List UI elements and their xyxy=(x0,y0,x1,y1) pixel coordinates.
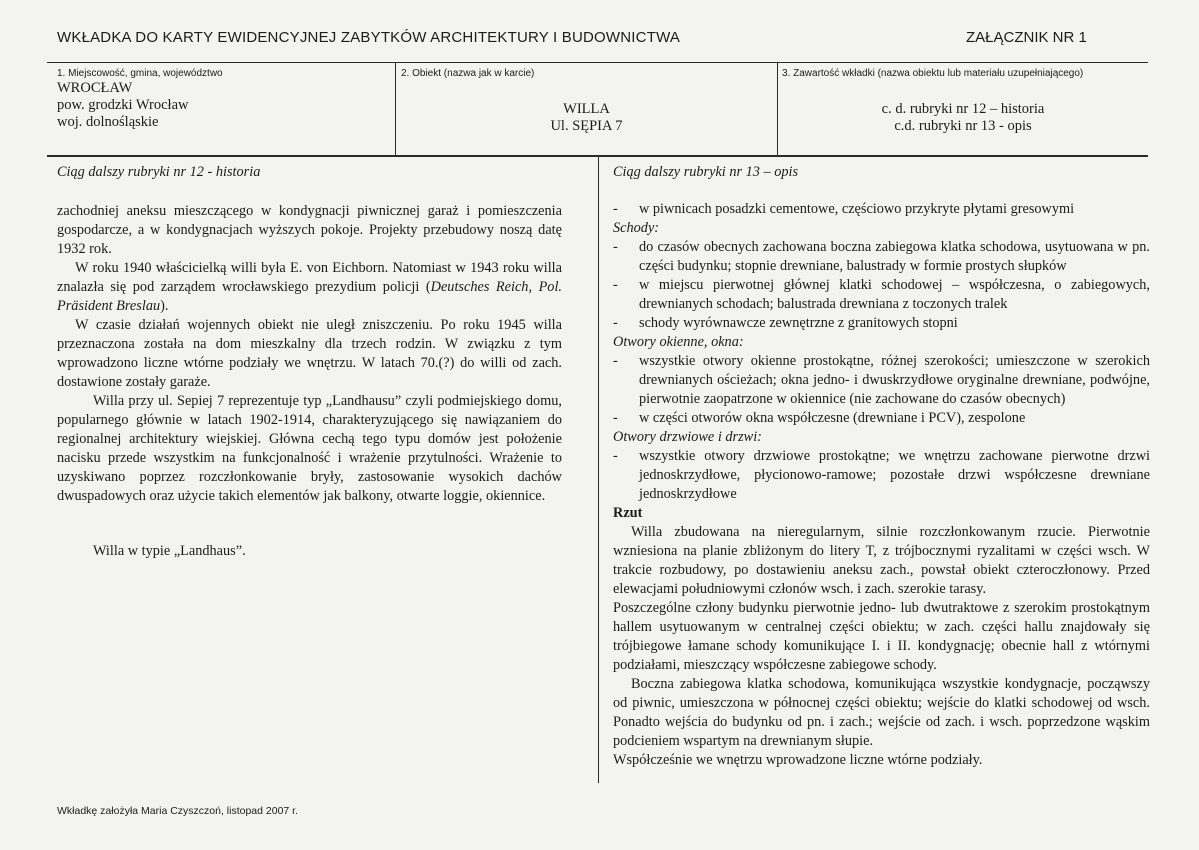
list-item: - w miejscu pierwotnej głównej klatki schodowej – współczesna, o zabiegowych, drewnianych schodach; balustrada drewniana z toczonych tralek xyxy=(613,277,1150,312)
box1-county: pow. grodzki Wrocław xyxy=(57,97,189,113)
photo-caption: Willa w typie „Landhaus”. xyxy=(93,543,246,559)
plan-paragraph-2: Poszczególne człony budynku pierwotnie jedno- lub dwutraktowe z szerokim prostokątnym hallem usytuowanym w centralnej części obiektu; w zach. części hallu znajdowały się trójbiegowe łamane schody komunikujące I. i II. kondygnację; obecnie hall z wtórnymi podziałami, mieszczący współczesne zabiegowe schody. xyxy=(613,600,1150,673)
box1-content xyxy=(57,80,189,131)
subheading-windows: Otwory okienne, okna: xyxy=(613,334,744,350)
plan-paragraph-3: Boczna zabiegowa klatka schodowa, komunikująca wszystkie kondygnacje, począwszy od piwnic, umieszczona w północnej części obiektu; wejście do klatki schodowej od wsch. Ponadto wejścia do budynku od pn. i zach.; wejście od zach. i wsch. poprzedzone wąskim podcieniem wspartym na drewnianym słupie. xyxy=(613,676,1150,749)
box3-line2: c.d. rubryki nr 13 - opis xyxy=(894,118,1032,134)
subheading-plan: Rzut xyxy=(613,505,643,521)
plan-paragraph-1: Willa zbudowana na nieregularnym, silnie rozczłonkowanym rzucie. Pierwotnie wzniesiona na planie zbliżonym do litery T, z trójbocznymi ryzalitami w części wsch. W trakcie rozbudowy, po dostawieniu aneksu zach., powstał obiekt czteroczłonowy. Przed elewacjami południowymi członów wsch. i zach. szerokie tarasy. xyxy=(613,524,1150,597)
annex-number: ZAŁĄCZNIK NR 1 xyxy=(966,29,1087,46)
list-item: - w piwnicach posadzki cementowe, częściowo przykryte płytami gresowymi xyxy=(613,201,1075,217)
list-item: - do czasów obecnych zachowana boczna zabiegowa klatka schodowa, usytuowana w pn. części budynku; stopnie drewniane, balustrady w formie prostych słupków xyxy=(613,239,1150,274)
list-item: - wszystkie otwory drzwiowe prostokątne; we wnętrzu zachowane pierwotne drzwi jednoskrzydłowe, płycionowo-ramowe; pozostałe drzwi współczesne drewniane jednoskrzydłowe xyxy=(613,448,1150,502)
history-paragraph-3: W czasie działań wojennych obiekt nie uległ zniszczeniu. Po roku 1945 willa przeznaczona została na dom mieszkalny dla trzech rodzin. W związku z tym wprowadzono liczne wtórne podziały we wnętrzu. W latach 70.(?) do willi od zach. dostawione zostały garaże. xyxy=(57,317,562,390)
list-item: - wszystkie otwory okienne prostokątne, różnej szerokości; umieszczone w szerokich drewnianych ościeżach; okna jedno- i dwuskrzydłowe oryginalne drewniane, podwójne, pierwotnie zaopatrzone w okiennice (nie zachowane do czasów obecnych) xyxy=(613,353,1150,407)
content-column-divider xyxy=(598,156,599,783)
plan-paragraph-4: Współcześnie we wnętrzu wprowadzone liczne wtórne podziały. xyxy=(613,752,983,768)
right-heading: Ciąg dalszy rubryki nr 13 – opis xyxy=(613,164,799,180)
box3-content xyxy=(778,101,1148,135)
list-item: - w części otworów okna współczesne (drewniane i PCV), zespolone xyxy=(613,410,1026,426)
list-item: - schody wyrównawcze zewnętrzne z granitowych stopni xyxy=(613,315,958,331)
box1-label: 1. Miejscowość, gmina, województwo xyxy=(57,68,223,79)
box2-object: WILLA xyxy=(563,101,610,117)
box1-voivodeship: woj. dolnośląskie xyxy=(57,114,159,130)
document-title: WKŁADKA DO KARTY EWIDENCYJNEJ ZABYTKÓW ARCHITEKTURY I BUDOWNICTWA xyxy=(57,29,681,46)
history-paragraph-4: Willa przy ul. Sepiej 7 reprezentuje typ „Landhausu” czyli podmiejskiego domu, popularnego głównie w latach 1902-1914, charakteryzującego się nawiązaniem do regionalnej architektury wiejskiej. Główna cechą tego typu domów jest położenie nacisku przede wszystkim na funkcjonalność i wrażenie przytulności. Wrażenie to uzyskiwano poprzez rozczłonkowanie bryły, zastosowanie wysokich dachów dwuspadowych oraz użycie takich elementów jak balkony, otwarte loggie, okiennice. xyxy=(57,393,562,504)
history-paragraph-2: W roku 1940 właścicielką willi była E. von Eichborn. Natomiast w 1943 roku willa znalazła się pod zarządem wrocławskiego prezydium policji (Deutsches Reich, Pol. Präsident Breslau). xyxy=(57,260,562,314)
box2-label: 2. Obiekt (nazwa jak w karcie) xyxy=(401,68,535,79)
subheading-doors: Otwory drzwiowe i drzwi: xyxy=(613,429,762,445)
author-footer: Wkładkę założyła Maria Czyszczoń, listopad 2007 r. xyxy=(57,805,299,817)
box2-address: Ul. SĘPIA 7 xyxy=(550,118,623,134)
table-top-rule xyxy=(47,62,1148,63)
left-column-text xyxy=(57,202,562,506)
left-heading: Ciąg dalszy rubryki nr 12 - historia xyxy=(57,164,261,180)
box3-line1: c. d. rubryki nr 12 – historia xyxy=(881,101,1045,117)
box1-city: WROCŁAW xyxy=(57,80,133,96)
subheading-stairs: Schody: xyxy=(613,220,660,236)
box3-label: 3. Zawartość wkładki (nazwa obiektu lub materiału uzupełniającego) xyxy=(782,68,1084,79)
box2-content xyxy=(396,101,777,135)
history-paragraph-1: zachodniej aneksu mieszczącego w kondygnacji piwnicznej garaż i pomieszczenia gospodarcze, a w kondygnacjach wyższych pokoje. Projekty przebudowy noszą datę 1932 rok. xyxy=(57,203,562,257)
right-column-text xyxy=(613,200,1150,770)
